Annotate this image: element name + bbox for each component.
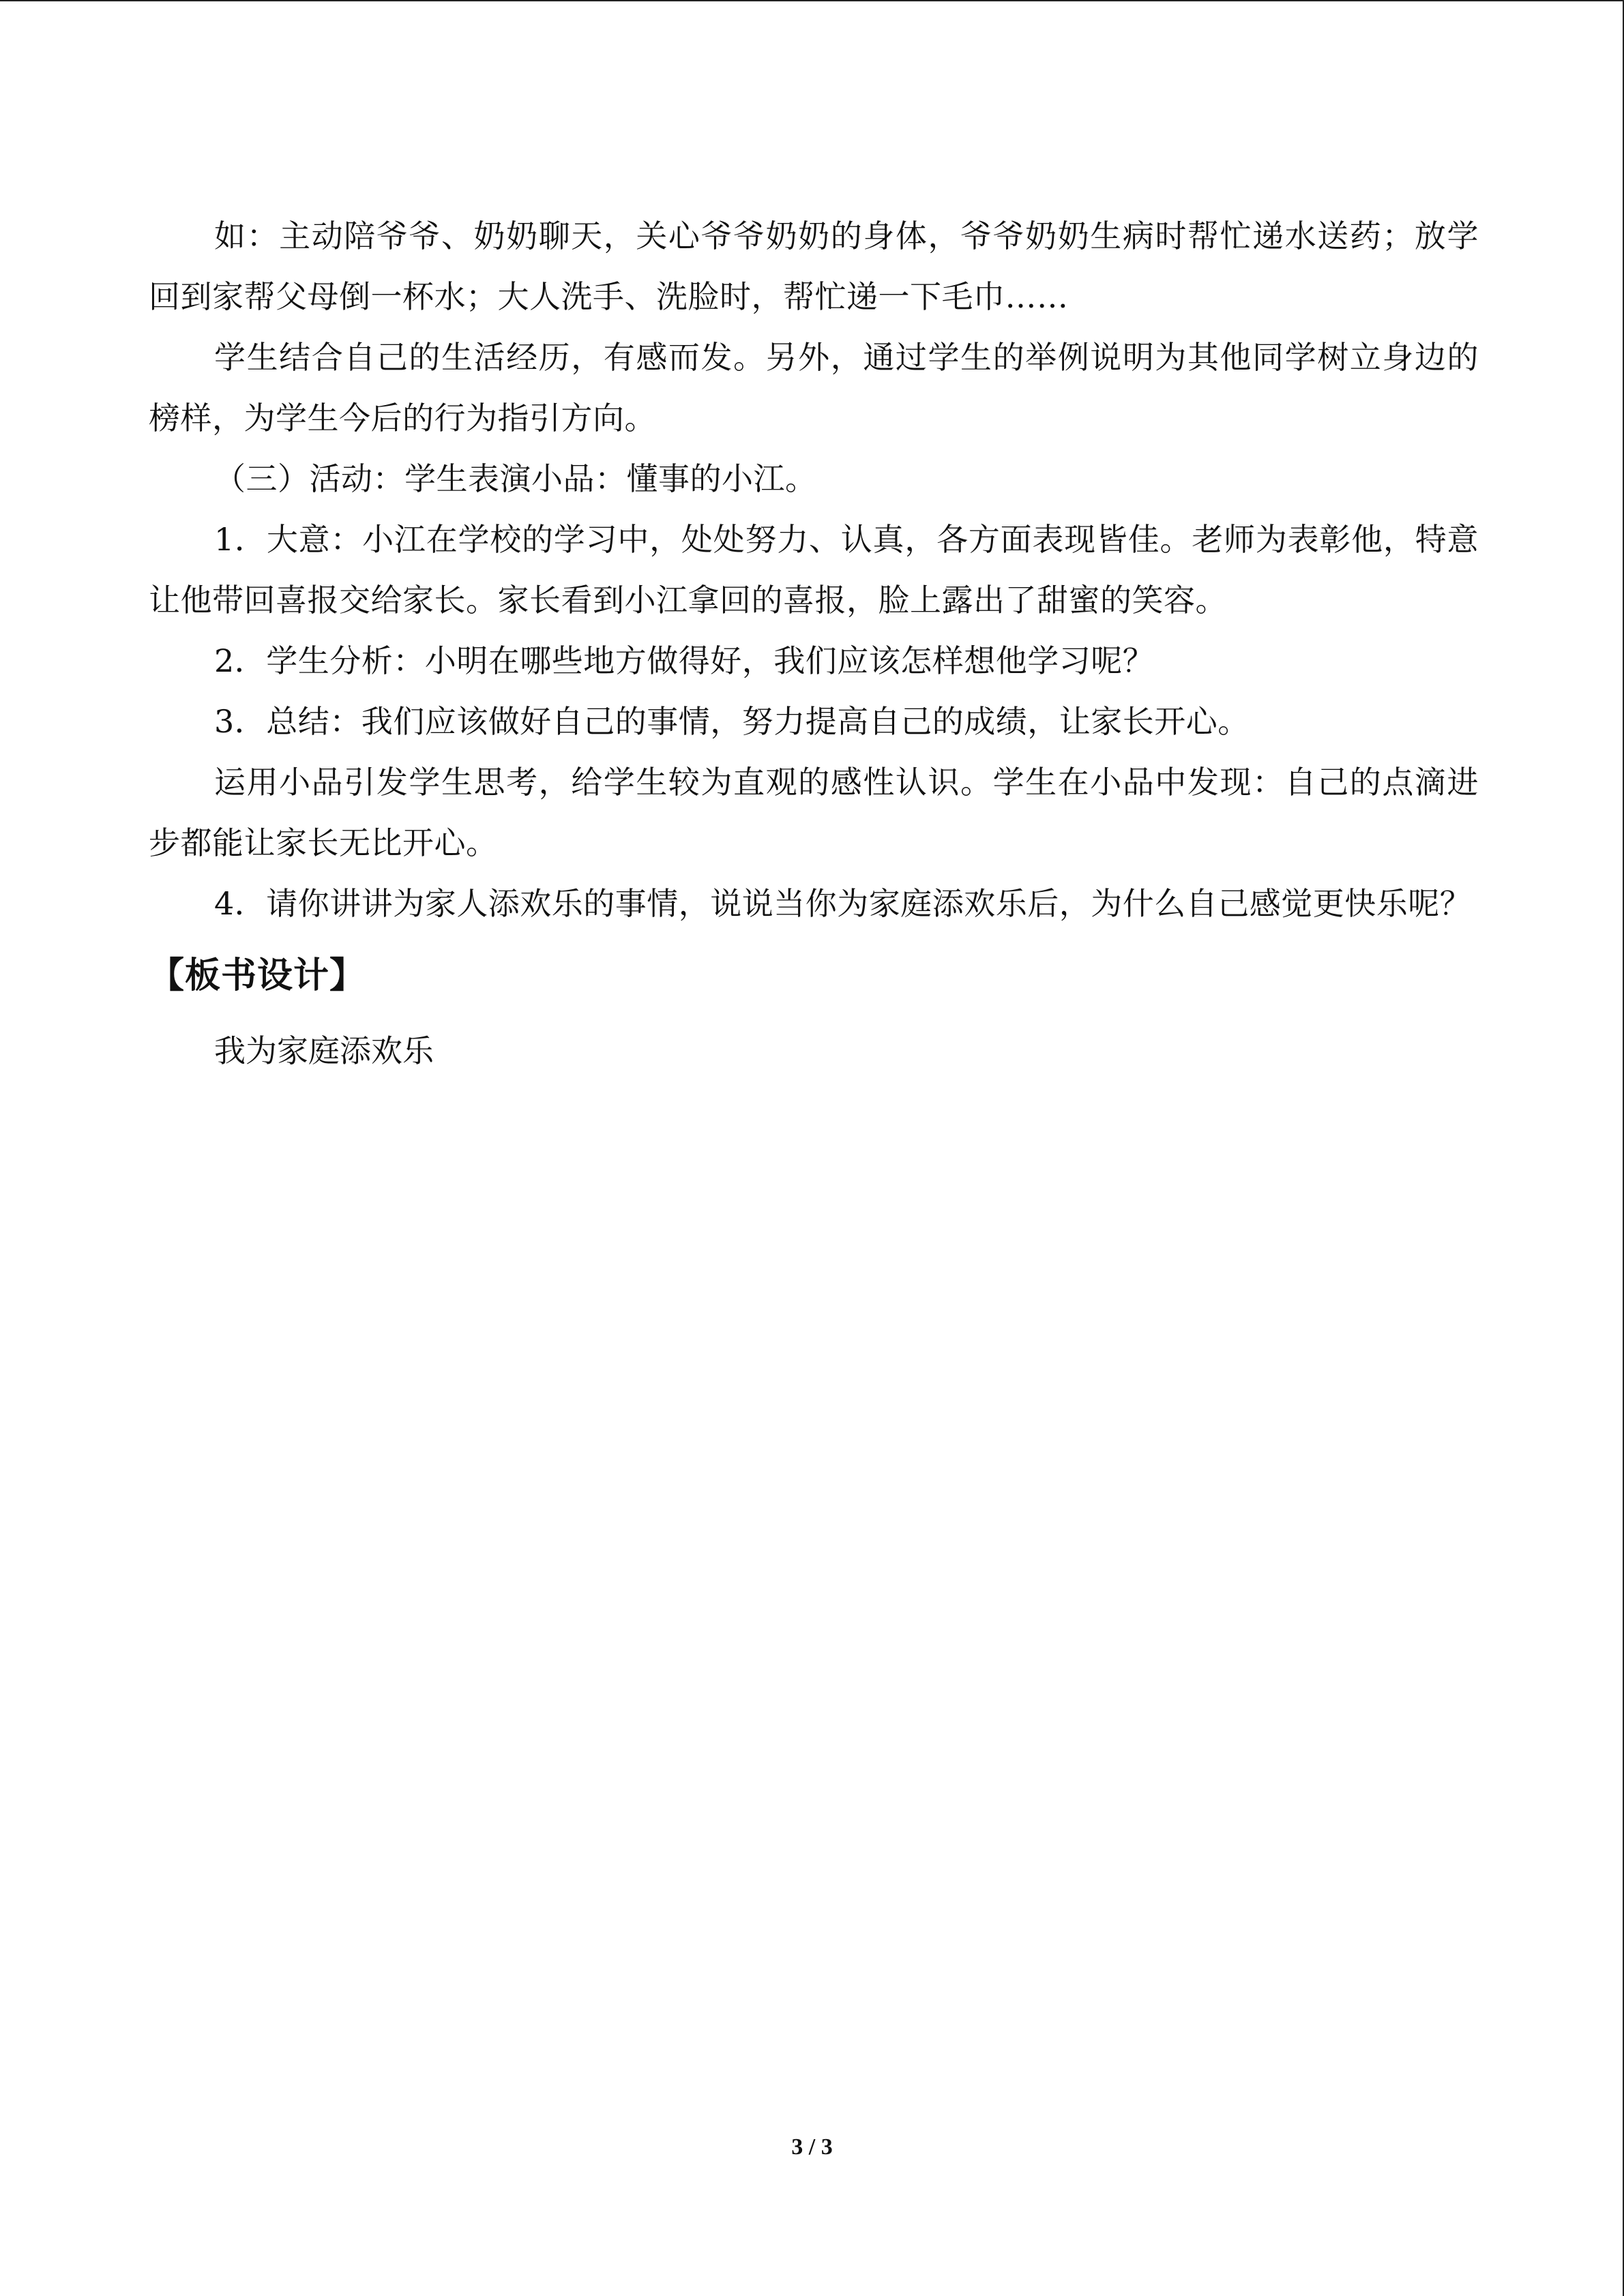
paragraph-sketch-reflection: 运用小品引发学生思考，给学生较为直观的感性认识。学生在小品中发现：自己的点滴进步都能让家长无比开心。 <box>149 764 1479 861</box>
page-number: 3 / 3 <box>791 2134 833 2160</box>
paragraph-item-2: 2．学生分析：小明在哪些地方做得好，我们应该怎样想他学习呢？ <box>214 642 1155 679</box>
paragraph-item-3: 3．总结：我们应该做好自己的事情，努力提高自己的成绩，让家长开心。 <box>214 703 1250 740</box>
paragraph-item-4: 4．请你讲讲为家人添欢乐的事情，说说当你为家庭添欢乐后，为什么自己感觉更快乐呢？ <box>214 885 1472 922</box>
paragraph-item-1: 1．大意：小江在学校的学习中，处处努力、认真，各方面表现皆佳。老师为表彰他，特意让他带回喜报交给家长。家长看到小江拿回的喜报，脸上露出了甜蜜的笑容。 <box>149 521 1479 618</box>
document-body <box>149 206 1479 1088</box>
board-text: 我为家庭添欢乐 <box>214 1032 434 1069</box>
section-heading-board-design: 【板书设计】 <box>149 955 366 996</box>
paragraph-example-care: 如：主动陪爷爷、奶奶聊天，关心爷爷奶奶的身体，爷爷奶奶生病时帮忙递水送药；放学回到家帮父母倒一杯水；大人洗手、洗脸时，帮忙递一下毛巾…… <box>149 218 1479 315</box>
paragraph-student-experience: 学生结合自己的生活经历，有感而发。另外，通过学生的举例说明为其他同学树立身边的榜样，为学生今后的行为指引方向。 <box>149 339 1479 436</box>
paragraph-activity-three: （三）活动：学生表演小品：懂事的小江。 <box>214 460 817 497</box>
